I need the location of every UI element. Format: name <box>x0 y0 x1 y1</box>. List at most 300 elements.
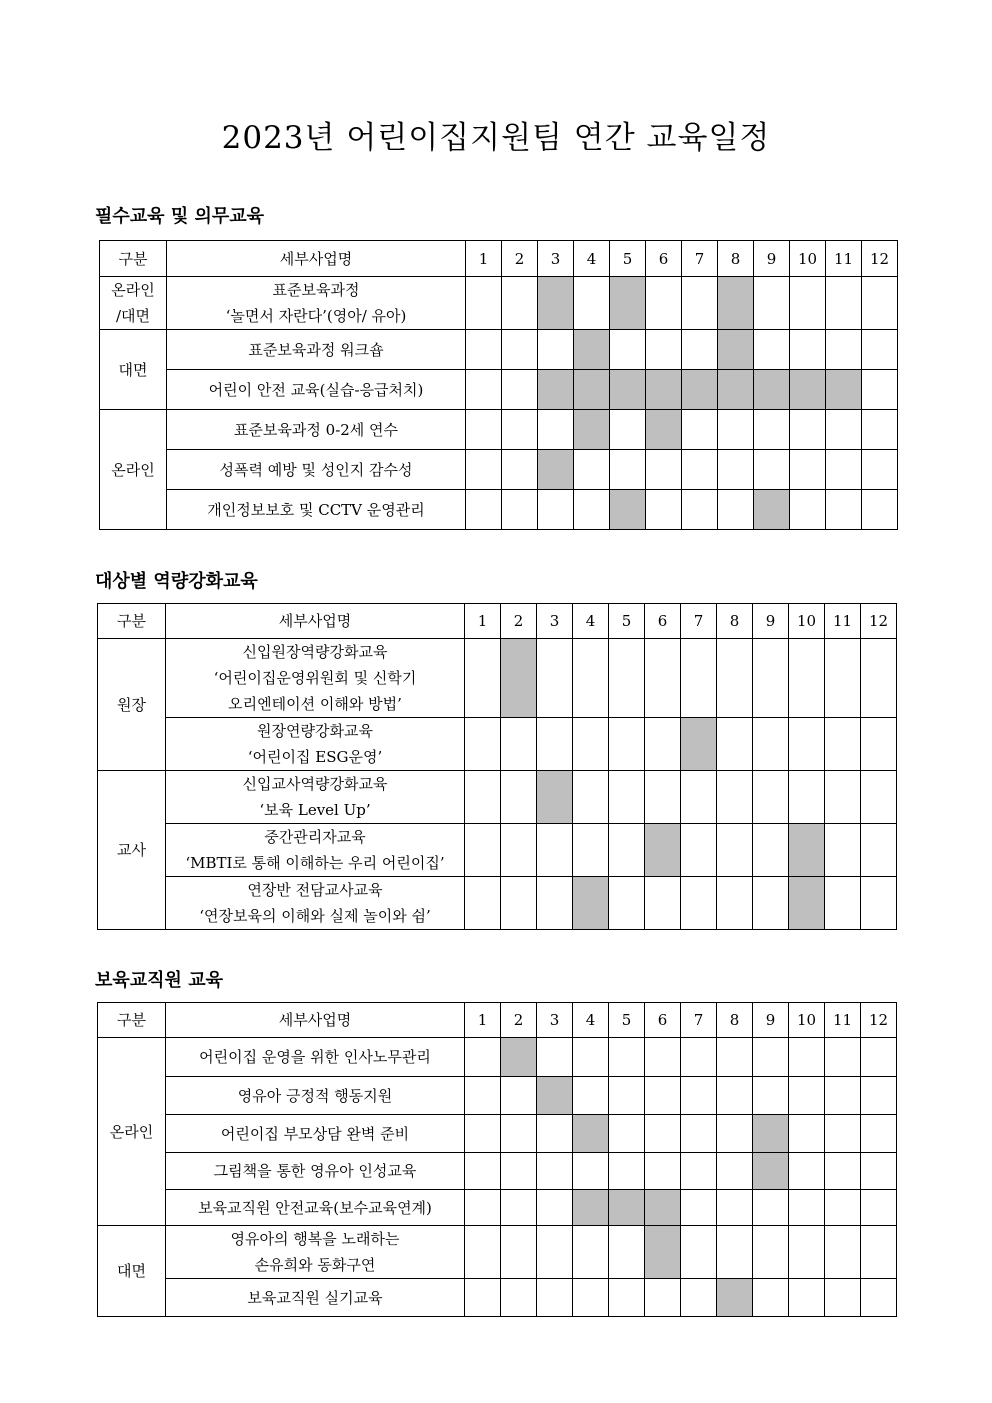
month-cell <box>682 277 718 330</box>
month-cell <box>502 330 538 370</box>
month-cell <box>645 1115 681 1153</box>
month-cell <box>681 1077 717 1115</box>
month-cell <box>502 450 538 490</box>
month-cell <box>825 771 861 824</box>
month-cell <box>825 877 861 930</box>
month-cell <box>682 330 718 370</box>
category-label: 온라인 <box>111 281 155 299</box>
category-cell <box>100 410 167 530</box>
month-cell <box>681 771 717 824</box>
category-cell <box>100 330 167 410</box>
schedule-table <box>97 603 897 930</box>
category-cell <box>98 1038 166 1226</box>
month-cell <box>537 1038 573 1077</box>
table-row <box>100 490 898 530</box>
month-cell <box>466 410 502 450</box>
header-row <box>100 241 898 277</box>
month-cell <box>466 277 502 330</box>
scheduled-month-cell <box>790 370 826 410</box>
scheduled-month-cell <box>754 490 790 530</box>
month-cell <box>789 1226 825 1279</box>
scheduled-month-cell <box>718 330 754 370</box>
month-cell <box>754 410 790 450</box>
month-cell <box>681 1038 717 1077</box>
month-cell <box>573 1279 609 1317</box>
category-cell <box>98 1226 166 1317</box>
program-name: 어린이집 부모상담 완벽 준비 <box>220 1124 410 1143</box>
month-header: 6 <box>645 604 681 639</box>
month-cell <box>465 639 501 718</box>
month-cell <box>717 877 753 930</box>
scheduled-month-cell <box>646 410 682 450</box>
month-cell <box>789 1279 825 1317</box>
scheduled-month-cell <box>718 277 754 330</box>
month-cell <box>825 1190 861 1226</box>
month-header: 10 <box>789 604 825 639</box>
month-cell <box>753 1279 789 1317</box>
month-cell <box>466 450 502 490</box>
category-label: 원장 <box>117 695 146 714</box>
month-cell <box>682 490 718 530</box>
month-cell <box>861 1190 897 1226</box>
program-name: 원장연량강화교육 <box>257 722 373 740</box>
month-cell <box>682 450 718 490</box>
month-cell <box>753 771 789 824</box>
detail-cell <box>166 1115 465 1153</box>
month-cell <box>825 639 861 718</box>
month-cell <box>681 1115 717 1153</box>
month-cell <box>609 824 645 877</box>
month-cell <box>501 718 537 771</box>
month-header: 6 <box>645 1003 681 1038</box>
scheduled-month-cell <box>682 370 718 410</box>
month-cell <box>465 1077 501 1115</box>
month-cell <box>610 330 646 370</box>
month-cell <box>789 639 825 718</box>
month-cell <box>862 450 898 490</box>
month-cell <box>790 450 826 490</box>
month-cell <box>717 1038 753 1077</box>
month-header: 1 <box>465 1003 501 1038</box>
month-cell <box>502 490 538 530</box>
month-header: 11 <box>825 604 861 639</box>
month-cell <box>681 1226 717 1279</box>
month-header: 8 <box>717 1003 753 1038</box>
program-name: 신입교사역량강화교육 <box>242 775 388 793</box>
month-header: 11 <box>825 1003 861 1038</box>
program-name: ‘연장보육의 이해와 실제 놀이와 쉼’ <box>199 907 431 925</box>
detail-cell <box>167 330 466 370</box>
detail-cell <box>167 410 466 450</box>
month-cell <box>753 824 789 877</box>
table-row <box>100 277 898 330</box>
month-cell <box>465 877 501 930</box>
scheduled-month-cell <box>538 450 574 490</box>
program-name: 중간관리자교육 <box>264 828 366 846</box>
month-cell <box>501 1279 537 1317</box>
scheduled-month-cell <box>574 370 610 410</box>
table-row <box>98 1038 897 1077</box>
program-name: ‘보육 Level Up’ <box>259 801 371 819</box>
table-row <box>100 330 898 370</box>
month-cell <box>466 490 502 530</box>
program-name: 보육교직원 안전교육(보수교육연계) <box>198 1198 432 1217</box>
scheduled-month-cell <box>574 410 610 450</box>
month-cell <box>825 718 861 771</box>
category-label: /대면 <box>115 307 151 325</box>
month-cell <box>681 877 717 930</box>
scheduled-month-cell <box>753 1153 789 1190</box>
header-category: 구분 <box>98 604 166 639</box>
month-cell <box>537 1226 573 1279</box>
scheduled-month-cell <box>718 370 754 410</box>
month-header: 2 <box>502 241 538 277</box>
detail-cell <box>167 450 466 490</box>
header-detail: 세부사업명 <box>166 604 465 639</box>
month-header: 8 <box>718 241 754 277</box>
month-cell <box>753 639 789 718</box>
schedule-table <box>97 1002 897 1317</box>
program-name: 그림책을 통한 영유아 인성교육 <box>213 1162 417 1180</box>
month-header: 12 <box>862 241 898 277</box>
month-cell <box>537 1153 573 1190</box>
program-name: ‘어린이집 ESG운영’ <box>247 748 383 766</box>
category-label: 교사 <box>117 841 146 859</box>
month-header: 5 <box>609 604 645 639</box>
month-cell <box>789 1038 825 1077</box>
scheduled-month-cell <box>538 370 574 410</box>
scheduled-month-cell <box>573 1190 609 1226</box>
month-cell <box>718 410 754 450</box>
month-cell <box>537 639 573 718</box>
month-header: 3 <box>537 604 573 639</box>
month-cell <box>465 1038 501 1077</box>
scheduled-month-cell <box>573 1115 609 1153</box>
month-cell <box>466 330 502 370</box>
detail-cell <box>166 1038 465 1077</box>
month-cell <box>754 330 790 370</box>
month-cell <box>753 1077 789 1115</box>
month-cell <box>826 450 862 490</box>
month-cell <box>826 490 862 530</box>
month-cell <box>646 450 682 490</box>
header-row <box>98 1003 897 1038</box>
month-cell <box>645 1077 681 1115</box>
month-cell <box>862 370 898 410</box>
detail-cell <box>166 1190 465 1226</box>
month-cell <box>537 1115 573 1153</box>
month-cell <box>646 330 682 370</box>
month-cell <box>466 370 502 410</box>
program-name: 표준보육과정 0-2세 연수 <box>233 420 399 439</box>
scheduled-month-cell <box>789 877 825 930</box>
month-header: 12 <box>861 1003 897 1038</box>
month-cell <box>502 370 538 410</box>
month-cell <box>682 410 718 450</box>
month-cell <box>861 877 897 930</box>
month-cell <box>681 639 717 718</box>
program-name: 영유아 긍정적 행동지원 <box>237 1086 393 1105</box>
month-cell <box>826 330 862 370</box>
scheduled-month-cell <box>501 1038 537 1077</box>
month-cell <box>825 1115 861 1153</box>
month-cell <box>609 1279 645 1317</box>
month-cell <box>610 410 646 450</box>
program-name: 손유희와 동화구연 <box>254 1256 376 1274</box>
month-header: 10 <box>789 1003 825 1038</box>
month-cell <box>861 1038 897 1077</box>
month-cell <box>609 1077 645 1115</box>
program-name: 개인정보보호 및 CCTV 운영관리 <box>207 500 425 519</box>
month-header: 4 <box>573 604 609 639</box>
detail-cell <box>166 1153 465 1190</box>
header-row <box>98 604 897 639</box>
month-cell <box>645 1038 681 1077</box>
detail-cell <box>166 1077 465 1115</box>
month-cell <box>861 771 897 824</box>
program-name: 오리엔테이션 이해와 방법’ <box>228 695 402 713</box>
scheduled-month-cell <box>537 1077 573 1115</box>
month-cell <box>574 277 610 330</box>
month-header: 4 <box>574 241 610 277</box>
month-header: 7 <box>681 604 717 639</box>
month-cell <box>789 771 825 824</box>
month-cell <box>537 1279 573 1317</box>
table-row <box>98 1190 897 1226</box>
month-cell <box>609 1226 645 1279</box>
month-cell <box>717 1077 753 1115</box>
month-cell <box>609 639 645 718</box>
month-cell <box>501 1153 537 1190</box>
section-title: 필수교육 및 의무교육 <box>95 206 265 227</box>
scheduled-month-cell <box>826 370 862 410</box>
month-cell <box>573 639 609 718</box>
header-detail: 세부사업명 <box>166 1003 465 1038</box>
month-header: 5 <box>609 1003 645 1038</box>
month-cell <box>717 771 753 824</box>
month-cell <box>573 718 609 771</box>
month-cell <box>681 1190 717 1226</box>
section-title: 대상별 역량강화교육 <box>95 571 258 592</box>
category-label: 온라인 <box>109 1122 154 1141</box>
detail-cell <box>167 277 466 330</box>
month-cell <box>825 1153 861 1190</box>
month-cell <box>501 1190 537 1226</box>
month-cell <box>573 1077 609 1115</box>
month-cell <box>465 1190 501 1226</box>
month-cell <box>681 824 717 877</box>
month-cell <box>789 1190 825 1226</box>
month-header: 4 <box>573 1003 609 1038</box>
program-name: 보육교직원 실기교육 <box>247 1288 383 1307</box>
month-cell <box>646 277 682 330</box>
month-cell <box>537 1190 573 1226</box>
month-header: 7 <box>681 1003 717 1038</box>
month-header: 1 <box>465 604 501 639</box>
month-header: 12 <box>861 604 897 639</box>
month-header: 7 <box>682 241 718 277</box>
table-row <box>98 771 897 824</box>
month-header: 2 <box>501 604 537 639</box>
month-cell <box>645 1153 681 1190</box>
month-header: 3 <box>537 1003 573 1038</box>
month-cell <box>609 771 645 824</box>
month-cell <box>573 771 609 824</box>
table-row <box>98 639 897 718</box>
month-cell <box>789 1077 825 1115</box>
month-cell <box>717 1115 753 1153</box>
scheduled-month-cell <box>574 330 610 370</box>
month-cell <box>573 1226 609 1279</box>
month-cell <box>861 1153 897 1190</box>
month-cell <box>502 277 538 330</box>
month-cell <box>645 718 681 771</box>
page-title: 2023년 어린이집지원팀 연간 교육일정 <box>221 120 771 156</box>
month-cell <box>717 824 753 877</box>
detail-cell <box>166 639 465 718</box>
month-cell <box>502 410 538 450</box>
program-name: 영유아의 행복을 노래하는 <box>230 1230 400 1248</box>
month-cell <box>573 1038 609 1077</box>
program-name: 표준보육과정 <box>272 281 360 299</box>
month-cell <box>718 490 754 530</box>
month-header: 8 <box>717 604 753 639</box>
detail-cell <box>166 771 465 824</box>
month-cell <box>573 1153 609 1190</box>
month-cell <box>465 1153 501 1190</box>
category-label: 대면 <box>118 360 148 379</box>
month-cell <box>825 1038 861 1077</box>
month-cell <box>862 277 898 330</box>
month-cell <box>862 330 898 370</box>
month-cell <box>501 1115 537 1153</box>
month-cell <box>465 1226 501 1279</box>
scheduled-month-cell <box>753 1115 789 1153</box>
month-cell <box>861 1077 897 1115</box>
program-name: 연장반 전담교사교육 <box>247 881 383 899</box>
table-row <box>98 1115 897 1153</box>
month-cell <box>862 410 898 450</box>
program-name: ‘놀면서 자란다’(영아/ 유아) <box>225 307 407 325</box>
program-name: 어린이 안전 교육(실습-응급처치) <box>208 380 424 399</box>
month-header: 3 <box>538 241 574 277</box>
month-cell <box>609 1038 645 1077</box>
month-cell <box>717 718 753 771</box>
table-row <box>98 1226 897 1279</box>
month-cell <box>537 877 573 930</box>
scheduled-month-cell <box>645 824 681 877</box>
month-cell <box>717 1226 753 1279</box>
month-cell <box>465 1279 501 1317</box>
month-cell <box>609 718 645 771</box>
category-label: 온라인 <box>111 460 155 479</box>
month-header: 9 <box>754 241 790 277</box>
table-row <box>98 1279 897 1317</box>
detail-cell <box>166 718 465 771</box>
month-cell <box>861 1226 897 1279</box>
program-name: ‘MBTI로 통해 이해하는 우리 어린이집’ <box>185 854 445 872</box>
month-cell <box>789 1153 825 1190</box>
detail-cell <box>167 370 466 410</box>
month-cell <box>717 1190 753 1226</box>
scheduled-month-cell <box>609 1190 645 1226</box>
month-cell <box>573 824 609 877</box>
month-cell <box>825 1279 861 1317</box>
detail-cell <box>166 877 465 930</box>
month-cell <box>790 330 826 370</box>
category-label: 대면 <box>117 1262 146 1280</box>
month-header: 5 <box>610 241 646 277</box>
scheduled-month-cell <box>681 718 717 771</box>
month-cell <box>645 639 681 718</box>
month-cell <box>861 718 897 771</box>
month-cell <box>609 877 645 930</box>
category-cell <box>100 277 167 330</box>
month-cell <box>826 410 862 450</box>
month-cell <box>753 1038 789 1077</box>
program-name: 표준보육과정 워크숍 <box>248 340 384 359</box>
month-cell <box>861 1279 897 1317</box>
month-header: 9 <box>753 604 789 639</box>
month-cell <box>754 450 790 490</box>
month-cell <box>609 1153 645 1190</box>
table-row <box>98 718 897 771</box>
scheduled-month-cell <box>645 1190 681 1226</box>
month-cell <box>609 1115 645 1153</box>
month-cell <box>790 410 826 450</box>
month-cell <box>645 877 681 930</box>
month-cell <box>790 490 826 530</box>
month-cell <box>501 1226 537 1279</box>
month-cell <box>645 771 681 824</box>
month-cell <box>753 1190 789 1226</box>
month-cell <box>753 718 789 771</box>
category-cell <box>98 639 166 771</box>
month-cell <box>861 639 897 718</box>
detail-cell <box>166 1226 465 1279</box>
month-cell <box>754 277 790 330</box>
month-header: 9 <box>753 1003 789 1038</box>
month-cell <box>825 824 861 877</box>
month-cell <box>826 277 862 330</box>
month-header: 11 <box>826 241 862 277</box>
table-row <box>98 824 897 877</box>
detail-cell <box>167 490 466 530</box>
month-header: 6 <box>646 241 682 277</box>
table-row <box>98 1153 897 1190</box>
program-name: 성폭력 예방 및 성인지 감수성 <box>219 460 413 479</box>
month-cell <box>538 330 574 370</box>
scheduled-month-cell <box>610 370 646 410</box>
month-cell <box>646 490 682 530</box>
program-name: 어린이집 운영을 위한 인사노무관리 <box>199 1048 431 1066</box>
program-name: ‘어린이집운영위원회 및 신학기 <box>213 669 417 687</box>
month-cell <box>862 490 898 530</box>
scheduled-month-cell <box>646 370 682 410</box>
month-cell <box>789 718 825 771</box>
table-row <box>100 410 898 450</box>
program-name: 신입원장역량강화교육 <box>242 643 388 661</box>
month-header: 10 <box>790 241 826 277</box>
month-cell <box>465 824 501 877</box>
scheduled-month-cell <box>538 277 574 330</box>
category-cell <box>98 771 166 930</box>
scheduled-month-cell <box>573 877 609 930</box>
header-category: 구분 <box>98 1003 166 1038</box>
month-cell <box>861 824 897 877</box>
scheduled-month-cell <box>717 1279 753 1317</box>
detail-cell <box>166 824 465 877</box>
